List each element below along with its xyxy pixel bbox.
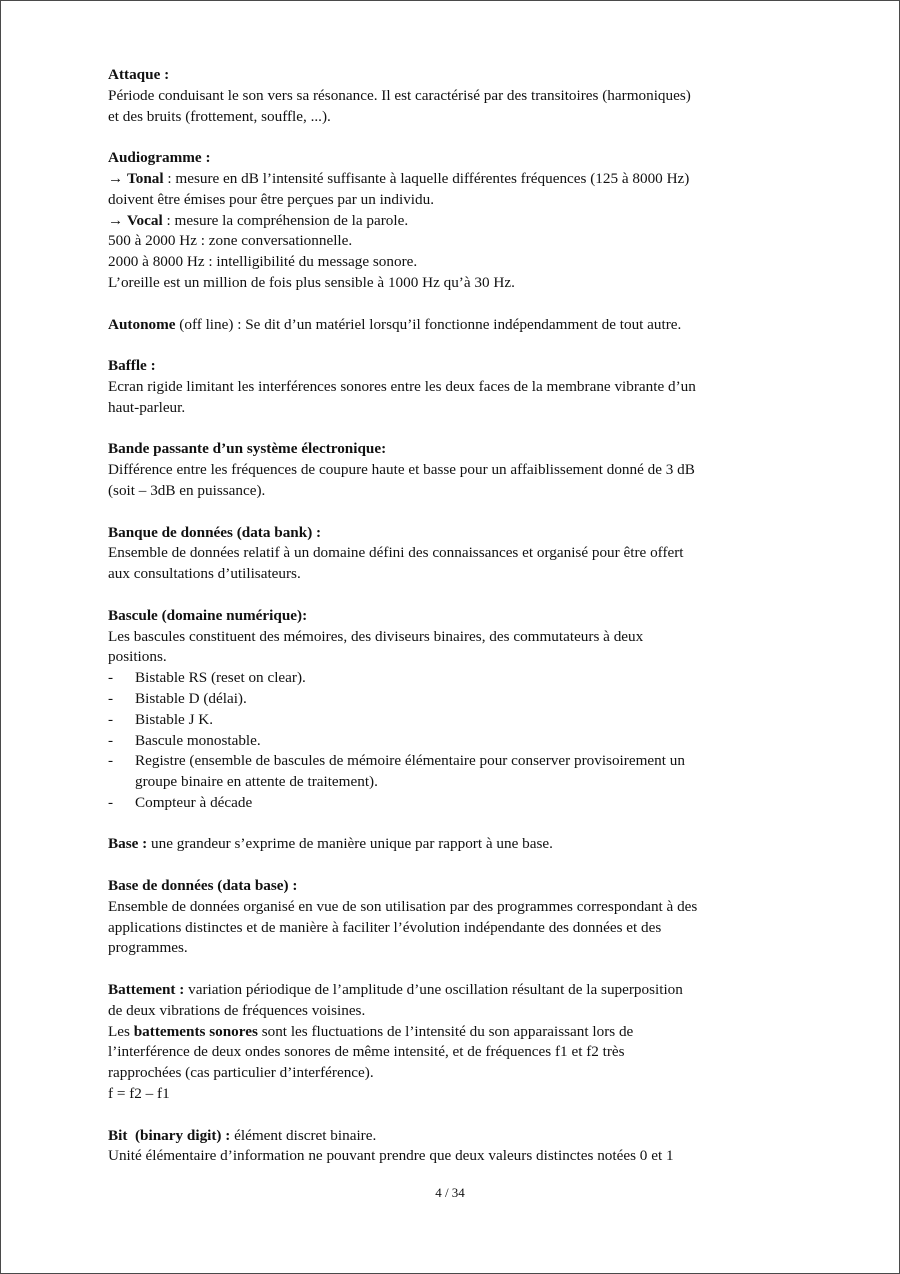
list-item: - Compteur à décade	[108, 793, 820, 814]
definition-line: et des bruits (frottement, souffle, ...).	[108, 107, 331, 125]
term-heading: Base :	[108, 835, 148, 853]
term-heading: Base de données (data base) :	[108, 877, 298, 895]
entry-bande-passante	[108, 439, 820, 501]
formula: f = f2 – f1	[108, 1085, 170, 1103]
right-arrow-icon: →	[108, 169, 124, 187]
list-item: - Registre (ensemble de bascules de mémoire élémentaire pour conserver provisoirement un groupe binaire en attente de traitement).	[108, 751, 820, 793]
page-content	[108, 65, 820, 1188]
entry-autonome	[108, 315, 820, 336]
term-heading: Baffle :	[108, 357, 156, 375]
subterm-tonal: Tonal	[126, 169, 164, 187]
definition-line: → Tonal : mesure en dB l’intensité suffisante à laquelle différentes fréquences (125 à 8000 Hz)	[108, 169, 690, 187]
definition-line: 500 à 2000 Hz : zone conversationnelle.	[108, 232, 353, 250]
entry-battement	[108, 980, 820, 1105]
list-item: - Bistable J K.	[108, 710, 820, 731]
subterm-battements-sonores: battements sonores	[133, 1022, 258, 1040]
term-heading: Bande passante d’un système électronique:	[108, 440, 387, 458]
definition-line: Ensemble de données organisé en vue de son utilisation par des programmes correspondant à des	[108, 897, 698, 915]
entry-bit	[108, 1126, 820, 1168]
right-arrow-icon: →	[108, 211, 124, 229]
term-heading: Bit (binary digit) :	[108, 1126, 231, 1144]
definition-line: L’oreille est un million de fois plus sensible à 1000 Hz qu’à 30 Hz.	[108, 273, 515, 291]
page-number: 4 / 34	[435, 1185, 465, 1200]
list-item: - Bistable D (délai).	[108, 689, 820, 710]
definition-line: l’interférence de deux ondes sonores de même intensité, et de fréquences f1 et f2 très	[108, 1043, 625, 1061]
definition-line: Les bascules constituent des mémoires, des diviseurs binaires, des commutateurs à deux	[108, 627, 644, 645]
term-heading: Bascule (domaine numérique):	[108, 606, 308, 624]
entry-baffle	[108, 356, 820, 418]
list-item: - Bascule monostable.	[108, 731, 820, 752]
entry-bascule	[108, 606, 820, 814]
term-heading: Banque de données (data bank) :	[108, 523, 322, 541]
list-item: - Bistable RS (reset on clear).	[108, 668, 820, 689]
definition-line: 2000 à 8000 Hz : intelligibilité du message sonore.	[108, 253, 418, 271]
definition-line: haut-parleur.	[108, 398, 186, 416]
definition-line: doivent être émises pour être perçues par un individu.	[108, 190, 435, 208]
definition-line: positions.	[108, 648, 167, 666]
definition-line: aux consultations d’utilisateurs.	[108, 565, 301, 583]
definition-line: rapprochées (cas particulier d’interférence).	[108, 1064, 374, 1082]
definition-line: Unité élémentaire d’information ne pouvant prendre que deux valeurs distinctes notées 0 et 1	[108, 1147, 674, 1165]
term-heading: Attaque :	[108, 66, 170, 83]
definition-line: Battement : variation périodique de l’amplitude d’une oscillation résultant de la superposition	[108, 981, 683, 999]
definition-line: → Vocal : mesure la compréhension de la parole.	[108, 211, 409, 229]
term-heading: Battement :	[108, 981, 185, 999]
definition-line: applications distinctes et de manière à faciliter l’évolution indépendante des données et des	[108, 918, 662, 936]
subterm-vocal: Vocal	[126, 211, 163, 229]
entry-banque-de-donnees	[108, 523, 820, 585]
definition-line: Différence entre les fréquences de coupure haute et basse pour un affaiblissement donné de 3 dB	[108, 461, 695, 479]
definition-line: Bit (binary digit) : élément discret binaire.	[108, 1126, 377, 1144]
definition-line: (soit – 3dB en puissance).	[108, 481, 266, 499]
definition-line: Ensemble de données relatif à un domaine défini des connaissances et organisé pour être offert	[108, 544, 684, 562]
definition-line: programmes.	[108, 939, 188, 957]
definition-line: Base : une grandeur s’exprime de manière unique par rapport à une base.	[108, 835, 553, 853]
definition-line: Autonome (off line) : Se dit d’un matériel lorsqu’il fonctionne indépendamment de tout autre.	[108, 315, 682, 333]
definition-line: de deux vibrations de fréquences voisines.	[108, 1001, 366, 1019]
term-heading: Autonome	[108, 315, 176, 333]
definition-line: Les battements sonores sont les fluctuations de l’intensité du son apparaissant lors de	[108, 1022, 634, 1040]
entry-base	[108, 834, 820, 855]
entry-audiogramme	[108, 148, 820, 294]
entry-attaque	[108, 65, 820, 127]
entry-base-de-donnees	[108, 876, 820, 959]
term-heading: Audiogramme :	[108, 149, 211, 167]
definition-line: Période conduisant le son vers sa résonance. Il est caractérisé par des transitoires (harmoniques)	[108, 86, 691, 104]
bascule-list	[108, 668, 820, 814]
definition-line: Ecran rigide limitant les interférences sonores entre les deux faces de la membrane vibrante d’un	[108, 377, 696, 395]
